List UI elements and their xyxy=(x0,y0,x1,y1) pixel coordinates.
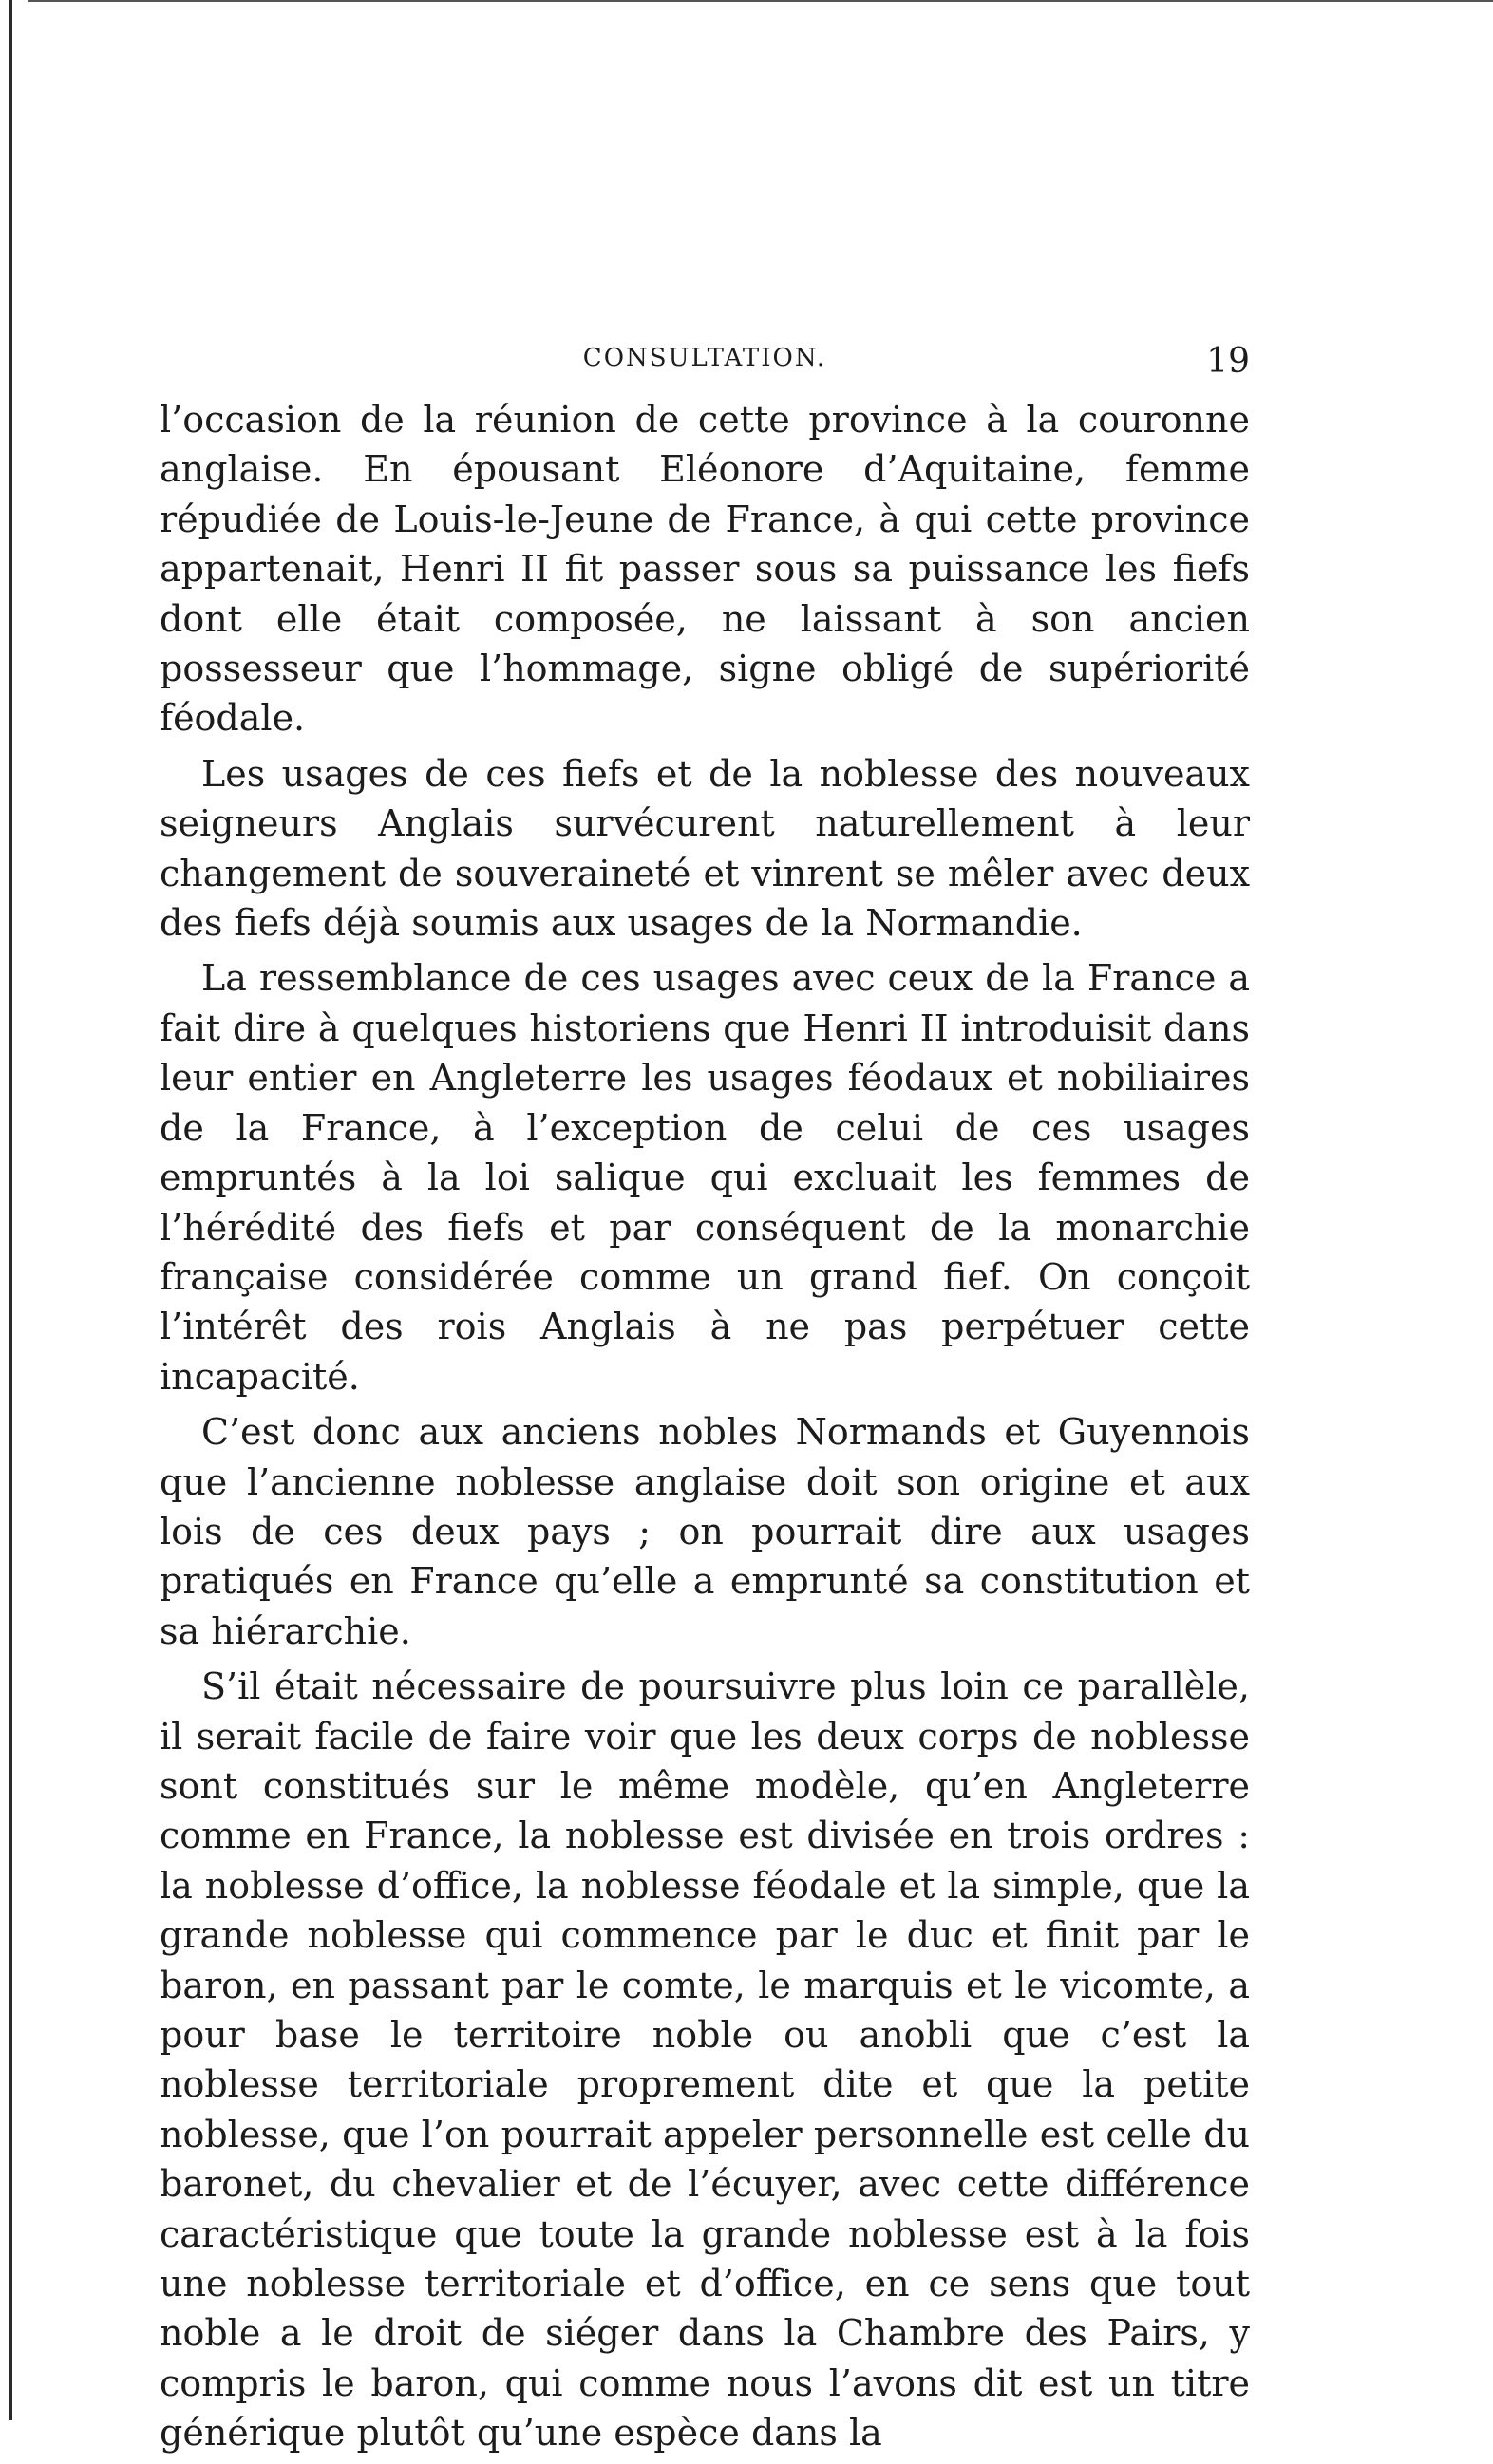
page-edge-rule-top xyxy=(28,0,1493,2)
paragraph-continuation: l’occasion de la réunion de cette province à la couronne anglaise. En épousant Eléonore d’Aquitaine, femme répudiée de Louis-le-Jeune de France, à qui cette province appartenait, Henri II fit passer sous sa puissance les fiefs dont elle était composée, ne laissant à son ancien possesseur que l’hommage, signe obligé de supériorité féodale. xyxy=(160,399,1250,740)
paragraph: La ressemblance de ces usages avec ceux de la France a fait dire à quelques historiens que Henri II introduisit dans leur entier en Angleterre les usages féodaux et nobiliaires de la France, à l’exception de celui de ces usages empruntés à la loi salique qui excluait les femmes de l’hérédité des fiefs et par conséquent de la monarchie française considérée comme un grand fief. On conçoit l’intérêt des rois Anglais à ne pas perpétuer cette incapacité. xyxy=(160,957,1250,1398)
book-page xyxy=(160,338,1250,2464)
body-text xyxy=(160,395,1250,2458)
paragraph: S’il était nécessaire de poursuivre plus loin ce parallèle, il serait facile de faire voir que les deux corps de noblesse sont constitués sur le même modèle, qu’en Angleterre comme en France, la noblesse est divisée en trois ordres : la noblesse d’office, la noblesse féodale et la simple, que la grande noblesse qui commence par le duc et finit par le baron, en passant par le comte, le marquis et le vicomte, a pour base le territoire noble ou anobli que c’est la noblesse territoriale proprement dite et que la petite noblesse, que l’on pourrait appeler personnelle est celle du baronet, du chevalier et de l’écuyer, avec cette différence caractéristique que toute la grande noblesse est à la fois une noblesse territoriale et d’office, en ce sens que tout noble a le droit de siéger dans la Chambre des Pairs, y compris le baron, qui comme nous l’avons dit est un titre générique plutôt qu’une espèce dans la xyxy=(160,1665,1250,2455)
page-edge-rule-left xyxy=(9,0,12,2420)
paragraph: Les usages de ces fiefs et de la noblesse des nouveaux seigneurs Anglais survécurent naturellement à leur changement de souveraineté et vinrent se mêler avec deux des fiefs déjà soumis aux usages de la Normandie. xyxy=(160,752,1250,945)
paragraph: C’est donc aux anciens nobles Normands et Guyennois que l’ancienne noblesse anglaise doit son origine et aux lois de ces deux pays ; on pourrait dire aux usages pratiqués en France qu’elle a emprunté sa constitution et sa hiérarchie. xyxy=(160,1411,1250,1652)
page-number: 19 xyxy=(1206,342,1250,381)
running-title: CONSULTATION. xyxy=(582,344,827,372)
running-head xyxy=(160,338,1250,395)
